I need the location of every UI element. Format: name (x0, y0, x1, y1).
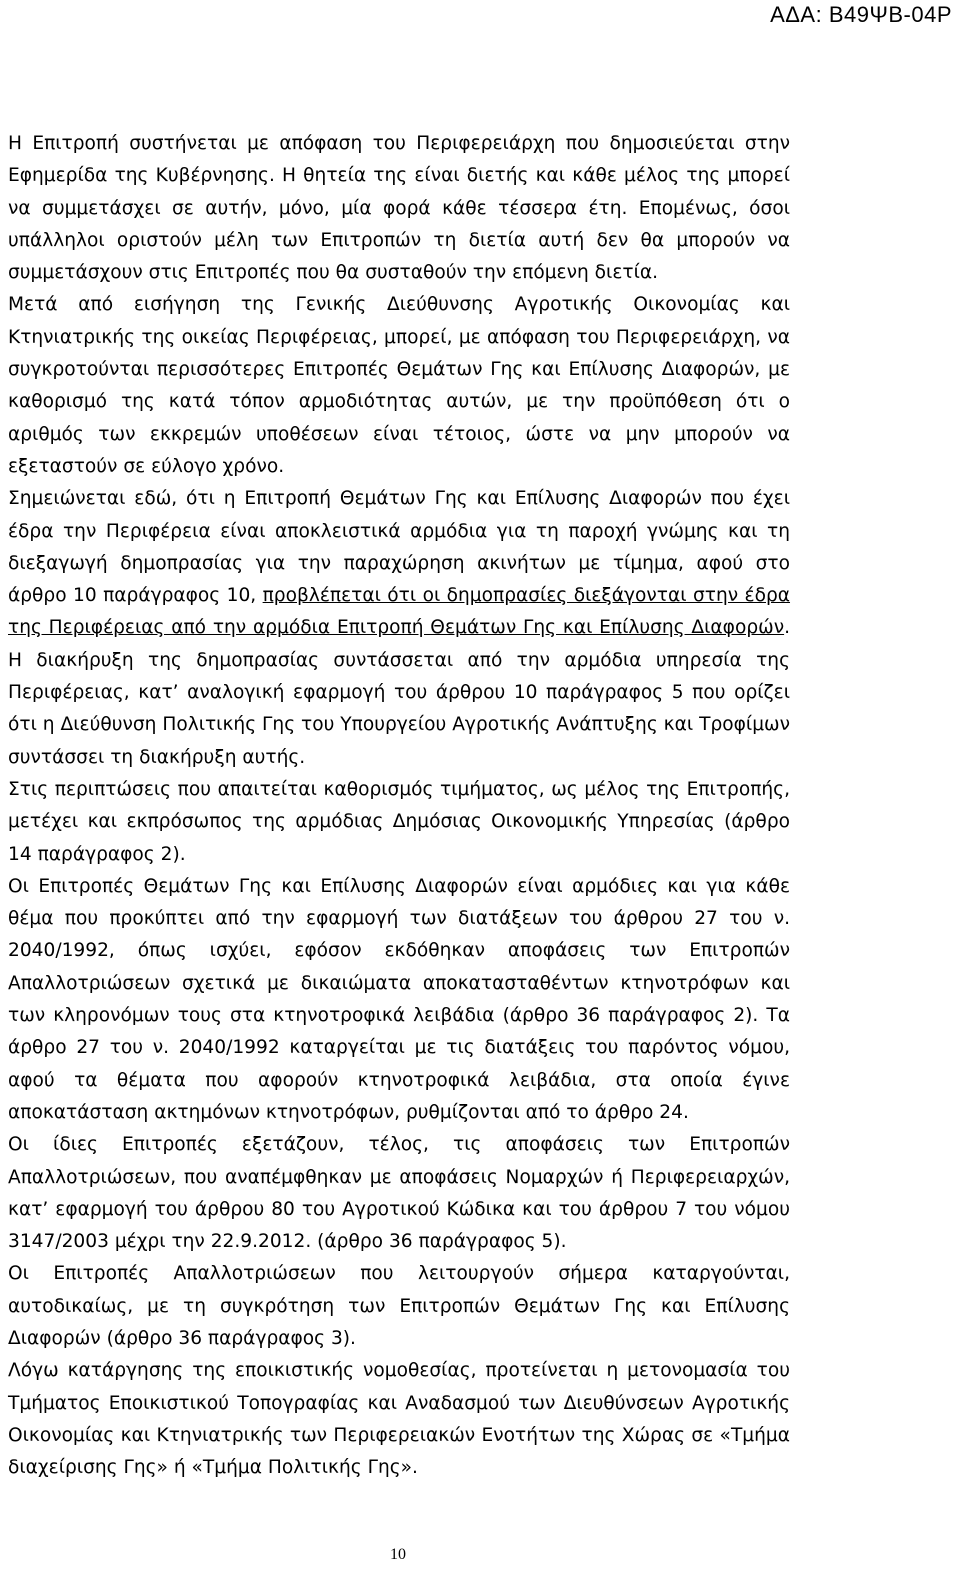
paragraph-committee-establishment: Η Επιτροπή συστήνεται με απόφαση του Περιφερειάρχη που δημοσιεύεται στην Εφημερίδα της Κυβέρνησης. Η θητεία της είναι διετής και κάθε μέλος της μπορεί να συμμετάσχει σε αυτήν, μόνο, μία φορά κάθε τέσσερα έτη. Επομένως, όσοι υπάλληλοι οριστούν μέλη των Επιτροπών τη διετία αυτή δεν θα μπορούν να συμμετάσχουν στις Επιτροπές που θα συσταθούν την επόμενη διετία. (8, 133, 790, 284)
paragraph-expropriation-decisions: Οι ίδιες Επιτροπές εξετάζουν, τέλος, τις αποφάσεις των Επιτροπών Απαλλοτριώσεων, που αναπέμφθηκαν με αποφάσεις Νομαρχών ή Περιφερειαρχών, κατ’ εφαρμογή του άρθρου 80 του Αγροτικού Κώδικα και του άρθρου 7 του νόμου 3147/2003 μέχρι την 22.9.2012. (άρθρο 36 παράγραφος 5). (8, 1134, 790, 1253)
page-number: 10 (390, 1546, 406, 1563)
paragraph-multiple-committees: Μετά από εισήγηση της Γενικής Διεύθυνσης Αγροτικής Οικονομίας και Κτηνιατρικής της οικείας Περιφέρειας, μπορεί, με απόφαση του Περιφερειάρχη, να συγκροτούνται περισσότερες Επιτροπές Θεμάτων Γης και Επίλυσης Διαφορών, με καθορισμό της κατά τόπον αρμοδιότητας αυτών, με την προϋπόθεση ότι ο αριθμός των εκκρεμών υποθέσεων είναι τέτοιος, ώστε να μην μπορούν να εξεταστούν σε εύλογο χρόνο. (8, 294, 790, 477)
paragraph-text: Σημειώνεται εδώ, ότι η Επιτροπή Θεμάτων Γης και Επίλυσης Διαφορών που έχει έδρα την Περιφέρεια είναι αποκλειστικά αρμόδια για τη παροχή γνώμης και τη διεξαγωγή δημοπρασίας για την παραχώρηση ακινήτων με τίμημα, αφού στο άρθρο 10 παράγραφος 10, (8, 488, 790, 607)
paragraph-committees-abolished: Οι Επιτροπές Απαλλοτριώσεων που λειτουργούν σήμερα καταργούνται, αυτοδικαίως, με τη συγκρότηση των Επιτροπών Θεμάτων Γης και Επίλυσης Διαφορών (άρθρο 36 παράγραφος 3). (8, 1263, 790, 1349)
paragraph-department-renaming: Λόγω κατάργησης της εποικιστικής νομοθεσίας, προτείνεται η μετονομασία του Τμήματος Εποικιστικού Τοπογραφίας και Αναδασμού των Διευθύνσεων Αγροτικής Οικονομίας και Κτηνιατρικής των Περιφερειακών Ενοτήτων της Χώρας σε «Τμήμα διαχείρισης Γης» ή «Τμήμα Πολιτικής Γης». (8, 1360, 790, 1479)
paragraph-text: . Η διακήρυξη της δημοπρασίας συντάσσεται από την αρμόδια υπηρεσία της Περιφέρειας, κατ’ αναλογική εφαρμογή του άρθρου 10 παράγραφος 5 που ορίζει ότι η Διεύθυνση Πολιτικής Γης του Υπουργείου Αγροτικής Ανάπτυξης και Τροφίμων συντάσσει τη διακήρυξη αυτής. (8, 617, 790, 768)
paragraph-auction-competence (8, 483, 790, 774)
paragraph-pasture-matters: Οι Επιτροπές Θεμάτων Γης και Επίλυσης Διαφορών είναι αρμόδιες και για κάθε θέμα που προκύπτει από την εφαρμογή των διατάξεων του άρθρου 27 του ν. 2040/1992, όπως ισχύει, εφόσον εκδόθηκαν αποφάσεις των Επιτροπών Απαλλοτριώσεων σχετικά με δικαιώματα αποκατασταθέντων κτηνοτρόφων και των κληρονόμων τους στα κτηνοτροφικά λειβάδια (άρθρο 36 παράγραφος 2). Τα άρθρο 27 του ν. 2040/1992 καταργείται με τις διατάξεις του παρόντος νόμου, αφού τα θέματα που αφορούν κτηνοτροφικά λειβάδια, στα οποία έγινε αποκατάσταση ακτημόνων κτηνοτρόφων, ρυθμίζονται από το άρθρο 24. (8, 875, 790, 1123)
document-body (8, 128, 790, 1484)
ada-code: ΑΔΑ: Β49ΨΒ-04Ρ (770, 2, 952, 27)
underlined-text: προβλέπεται ότι οι δημοπρασίες διεξάγονται στην έδρα της Περιφέρειας από την αρμόδια Επιτροπή Θεμάτων Γης και Επίλυσης Διαφορών (8, 585, 791, 639)
paragraph-price-determination: Στις περιπτώσεις που απαιτείται καθορισμός τιμήματος, ως μέλος της Επιτροπής, μετέχει και εκπρόσωπος της αρμόδιας Δημόσιας Οικονομικής Υπηρεσίας (άρθρο 14 παράγραφος 2). (8, 778, 790, 865)
